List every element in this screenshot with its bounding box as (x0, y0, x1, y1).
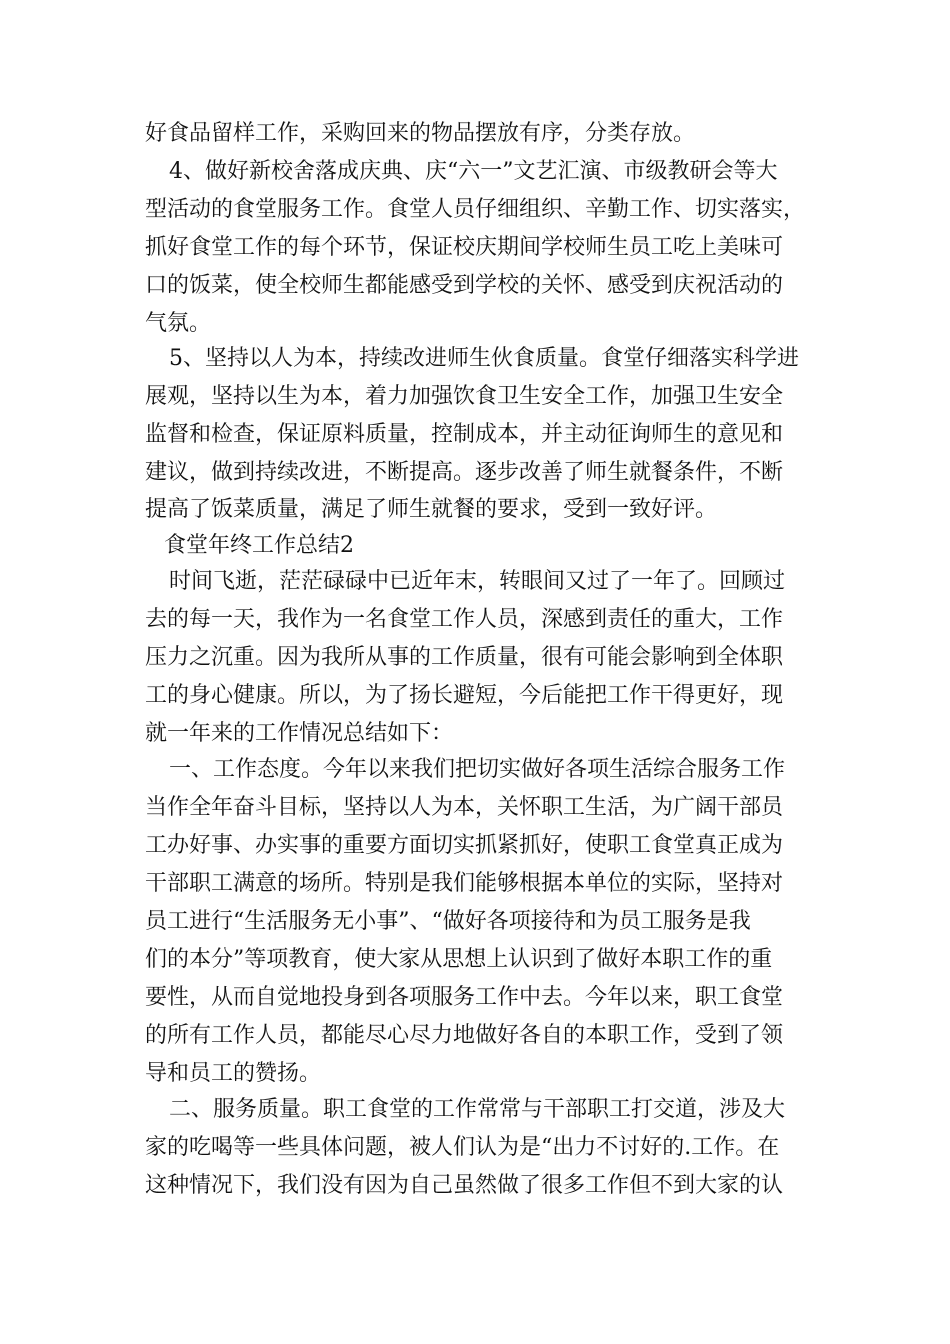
paragraph-line: 们的本分”等项教育，使大家从思想上认识到了做好本职工作的重 (145, 947, 773, 972)
paragraph-line: 好食品留样工作，采购回来的物品摆放有序，分类存放。 (145, 121, 696, 146)
paragraph-line: 二、服务质量。职工食堂的工作常常与干部职工打交道，涉及大 (169, 1097, 786, 1122)
paragraph-line: 导和员工的赞扬。 (145, 1061, 322, 1086)
paragraph-line: 工办好事、办实事的重要方面切实抓紧抓好，使职工食堂真正成为 (145, 833, 784, 858)
paragraph-line: 提高了饭菜质量，满足了师生就餐的要求，受到一致好评。 (145, 497, 718, 522)
paragraph-line: 去的每一天，我作为一名食堂工作人员，深感到责任的重大，工作 (145, 607, 784, 632)
paragraph-line: 建议，做到持续改进，不断提高。逐步改善了师生就餐条件，不断 (145, 460, 784, 485)
section-heading: 食堂年终工作总结2 (164, 533, 354, 558)
paragraph-line: 这种情况下，我们没有因为自己虽然做了很多工作但不到大家的认 (145, 1173, 784, 1198)
paragraph-line: 监督和检查，保证原料质量，控制成本，并主动征询师生的意见和 (145, 422, 784, 447)
paragraph-line: 员工进行“生活服务无小事”、“做好各项接待和为员工服务是我 (145, 909, 751, 934)
paragraph-line: 工的身心健康。所以，为了扬长避短，今后能把工作干得更好，现 (145, 683, 784, 708)
paragraph-line: 要性，从而自觉地投身到各项服务工作中去。今年以来，职工食堂 (145, 985, 784, 1010)
paragraph-line: 5、坚持以人为本，持续改进师生伙食质量。食堂仔细落实科学进 (169, 346, 799, 371)
paragraph-line: 气氛。 (145, 311, 212, 336)
paragraph-line: 型活动的食堂服务工作。食堂人员仔细组织、辛勤工作、切实落实， (145, 197, 806, 222)
paragraph-line: 抓好食堂工作的每个环节，保证校庆期间学校师生员工吃上美味可 (145, 235, 784, 260)
paragraph-line: 口的饭菜，使全校师生都能感受到学校的关怀、感受到庆祝活动的 (145, 273, 784, 298)
paragraph-line: 家的吃喝等一些具体问题，被人们认为是“出力不讨好的.工作。在 (145, 1135, 780, 1160)
paragraph-line: 展观，坚持以生为本，着力加强饮食卫生安全工作，加强卫生安全 (145, 384, 784, 409)
paragraph-line: 压力之沉重。因为我所从事的工作质量，很有可能会影响到全体职 (145, 645, 784, 670)
paragraph-line: 当作全年奋斗目标，坚持以人为本，关怀职工生活，为广阔干部员 (145, 795, 784, 820)
paragraph-line: 的所有工作人员，都能尽心尽力地做好各自的本职工作，受到了领 (145, 1023, 784, 1048)
paragraph-line: 干部职工满意的场所。特别是我们能够根据本单位的实际，坚持对 (145, 871, 784, 896)
paragraph-line: 4、做好新校舍落成庆典、庆“六一”文艺汇演、市级教研会等大 (169, 159, 778, 184)
paragraph-line: 就一年来的工作情况总结如下： (145, 721, 454, 746)
paragraph-line: 一、工作态度。今年以来我们把切实做好各项生活综合服务工作 (169, 757, 786, 782)
paragraph-line: 时间飞逝，茫茫碌碌中已近年末，转眼间又过了一年了。回顾过 (169, 569, 786, 594)
